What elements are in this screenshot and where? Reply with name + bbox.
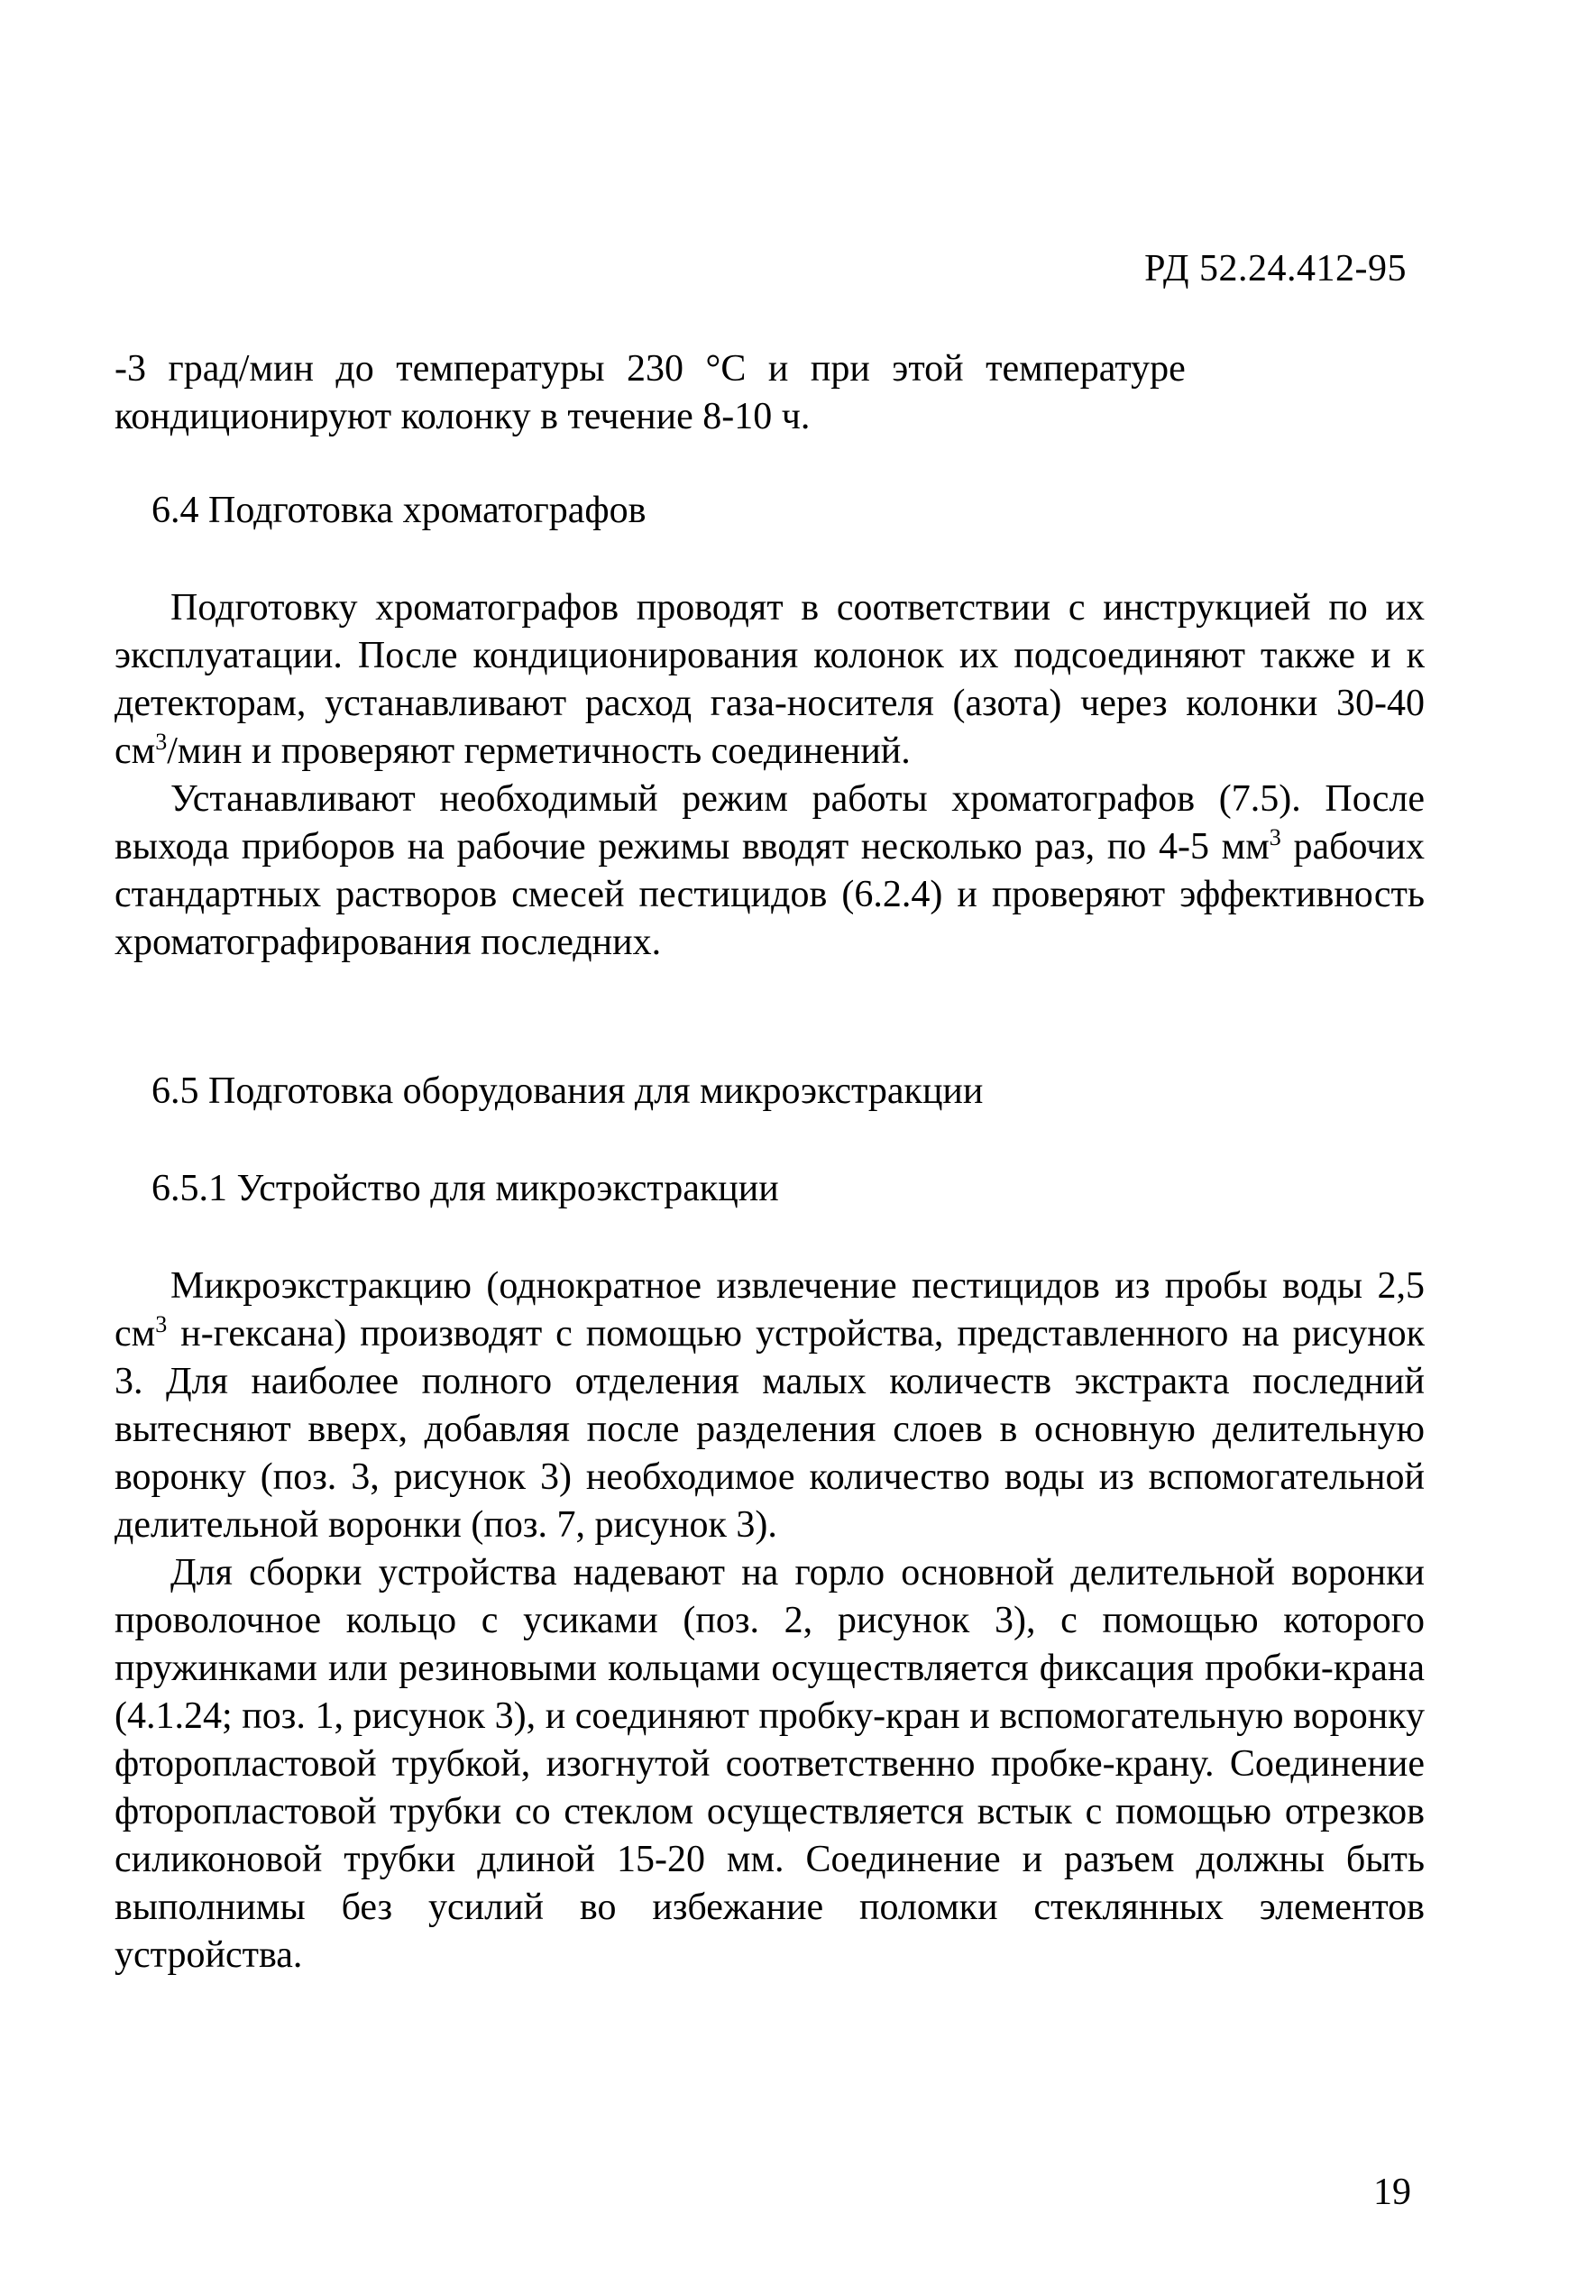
paragraph-text: Микроэкстракцию (однократное извлечение пестицидов из пробы воды 2,5 см (115, 1265, 1425, 1355)
continuation-line-1: -3 град/мин до температуры 230 °С и при этой температуре (115, 348, 1186, 390)
section-6-5-1-body (115, 1263, 1425, 1979)
paragraph (115, 584, 1425, 776)
paragraph-text: рабочих стандартных растворов смесей пестицидов (6.2.4) и проверяют эффективность хроматографирования последних. (115, 826, 1425, 963)
superscript: 3 (155, 729, 168, 755)
continuation-line-2: кондиционируют колонку в течение 8-10 ч. (115, 396, 811, 437)
section-6-4-body (115, 584, 1425, 967)
superscript: 3 (1269, 824, 1281, 850)
paragraph-text: Подготовку хроматографов проводят в соответствии с инструкцией по их эксплуатации. После кондиционирования колонок их подсоединяют также и к детекторам, устанавливают расход газа-носителя (азота) через колонки 30-40 см (115, 587, 1425, 772)
paragraph (115, 776, 1425, 967)
section-6-4-heading: 6.4 Подготовка хроматографов (151, 490, 647, 531)
document-code: РД 52.24.412-95 (1144, 248, 1407, 289)
section-6-5-1-heading: 6.5.1 Устройство для микроэкстракции (151, 1168, 779, 1209)
paragraph-text: н-гексана) производят с помощью устройства, представленного на рисунок 3. Для наиболее полного отделения малых количеств экстракта последний вытесняют вверх, добавляя после разделения слоев в основную делительную воронку (поз. 3, рисунок 3) необходимое количество воды из вспомогательной делительной воронки (поз. 7, рисунок 3). (115, 1313, 1425, 1546)
paragraph: Для сборки устройства надевают на горло основной делительной воронки проволочное кольцо с усиками (поз. 2, рисунок 3), с помощью которого пружинками или резиновыми кольцами осуществляется фиксация пробки-крана (4.1.24; поз. 1, рисунок 3), и соединяют пробку-кран и вспомогательную воронку фторопластовой трубкой, изогнутой соответственно пробке-крану. Соединение фторопластовой трубки со стеклом осуществляется встык с помощью отрезков силиконовой трубки длиной 15-20 мм. Соединение и разъем должны быть выполнимы без усилий во избежание поломки стеклянных элементов устройства. (115, 1552, 1425, 1976)
paragraph-text: Устанавливают необходимый режим работы хроматографов (7.5). После выхода приборов на рабочие режимы вводят несколько раз, по 4-5 мм (115, 778, 1425, 868)
paragraph (115, 1263, 1425, 1549)
section-6-5-heading: 6.5 Подготовка оборудования для микроэкстракции (151, 1070, 984, 1112)
superscript: 3 (155, 1311, 168, 1337)
paragraph-text: /мин и проверяют герметичность соединений. (167, 730, 911, 772)
page-number: 19 (1373, 2172, 1411, 2213)
continuation-paragraph (115, 345, 1425, 441)
